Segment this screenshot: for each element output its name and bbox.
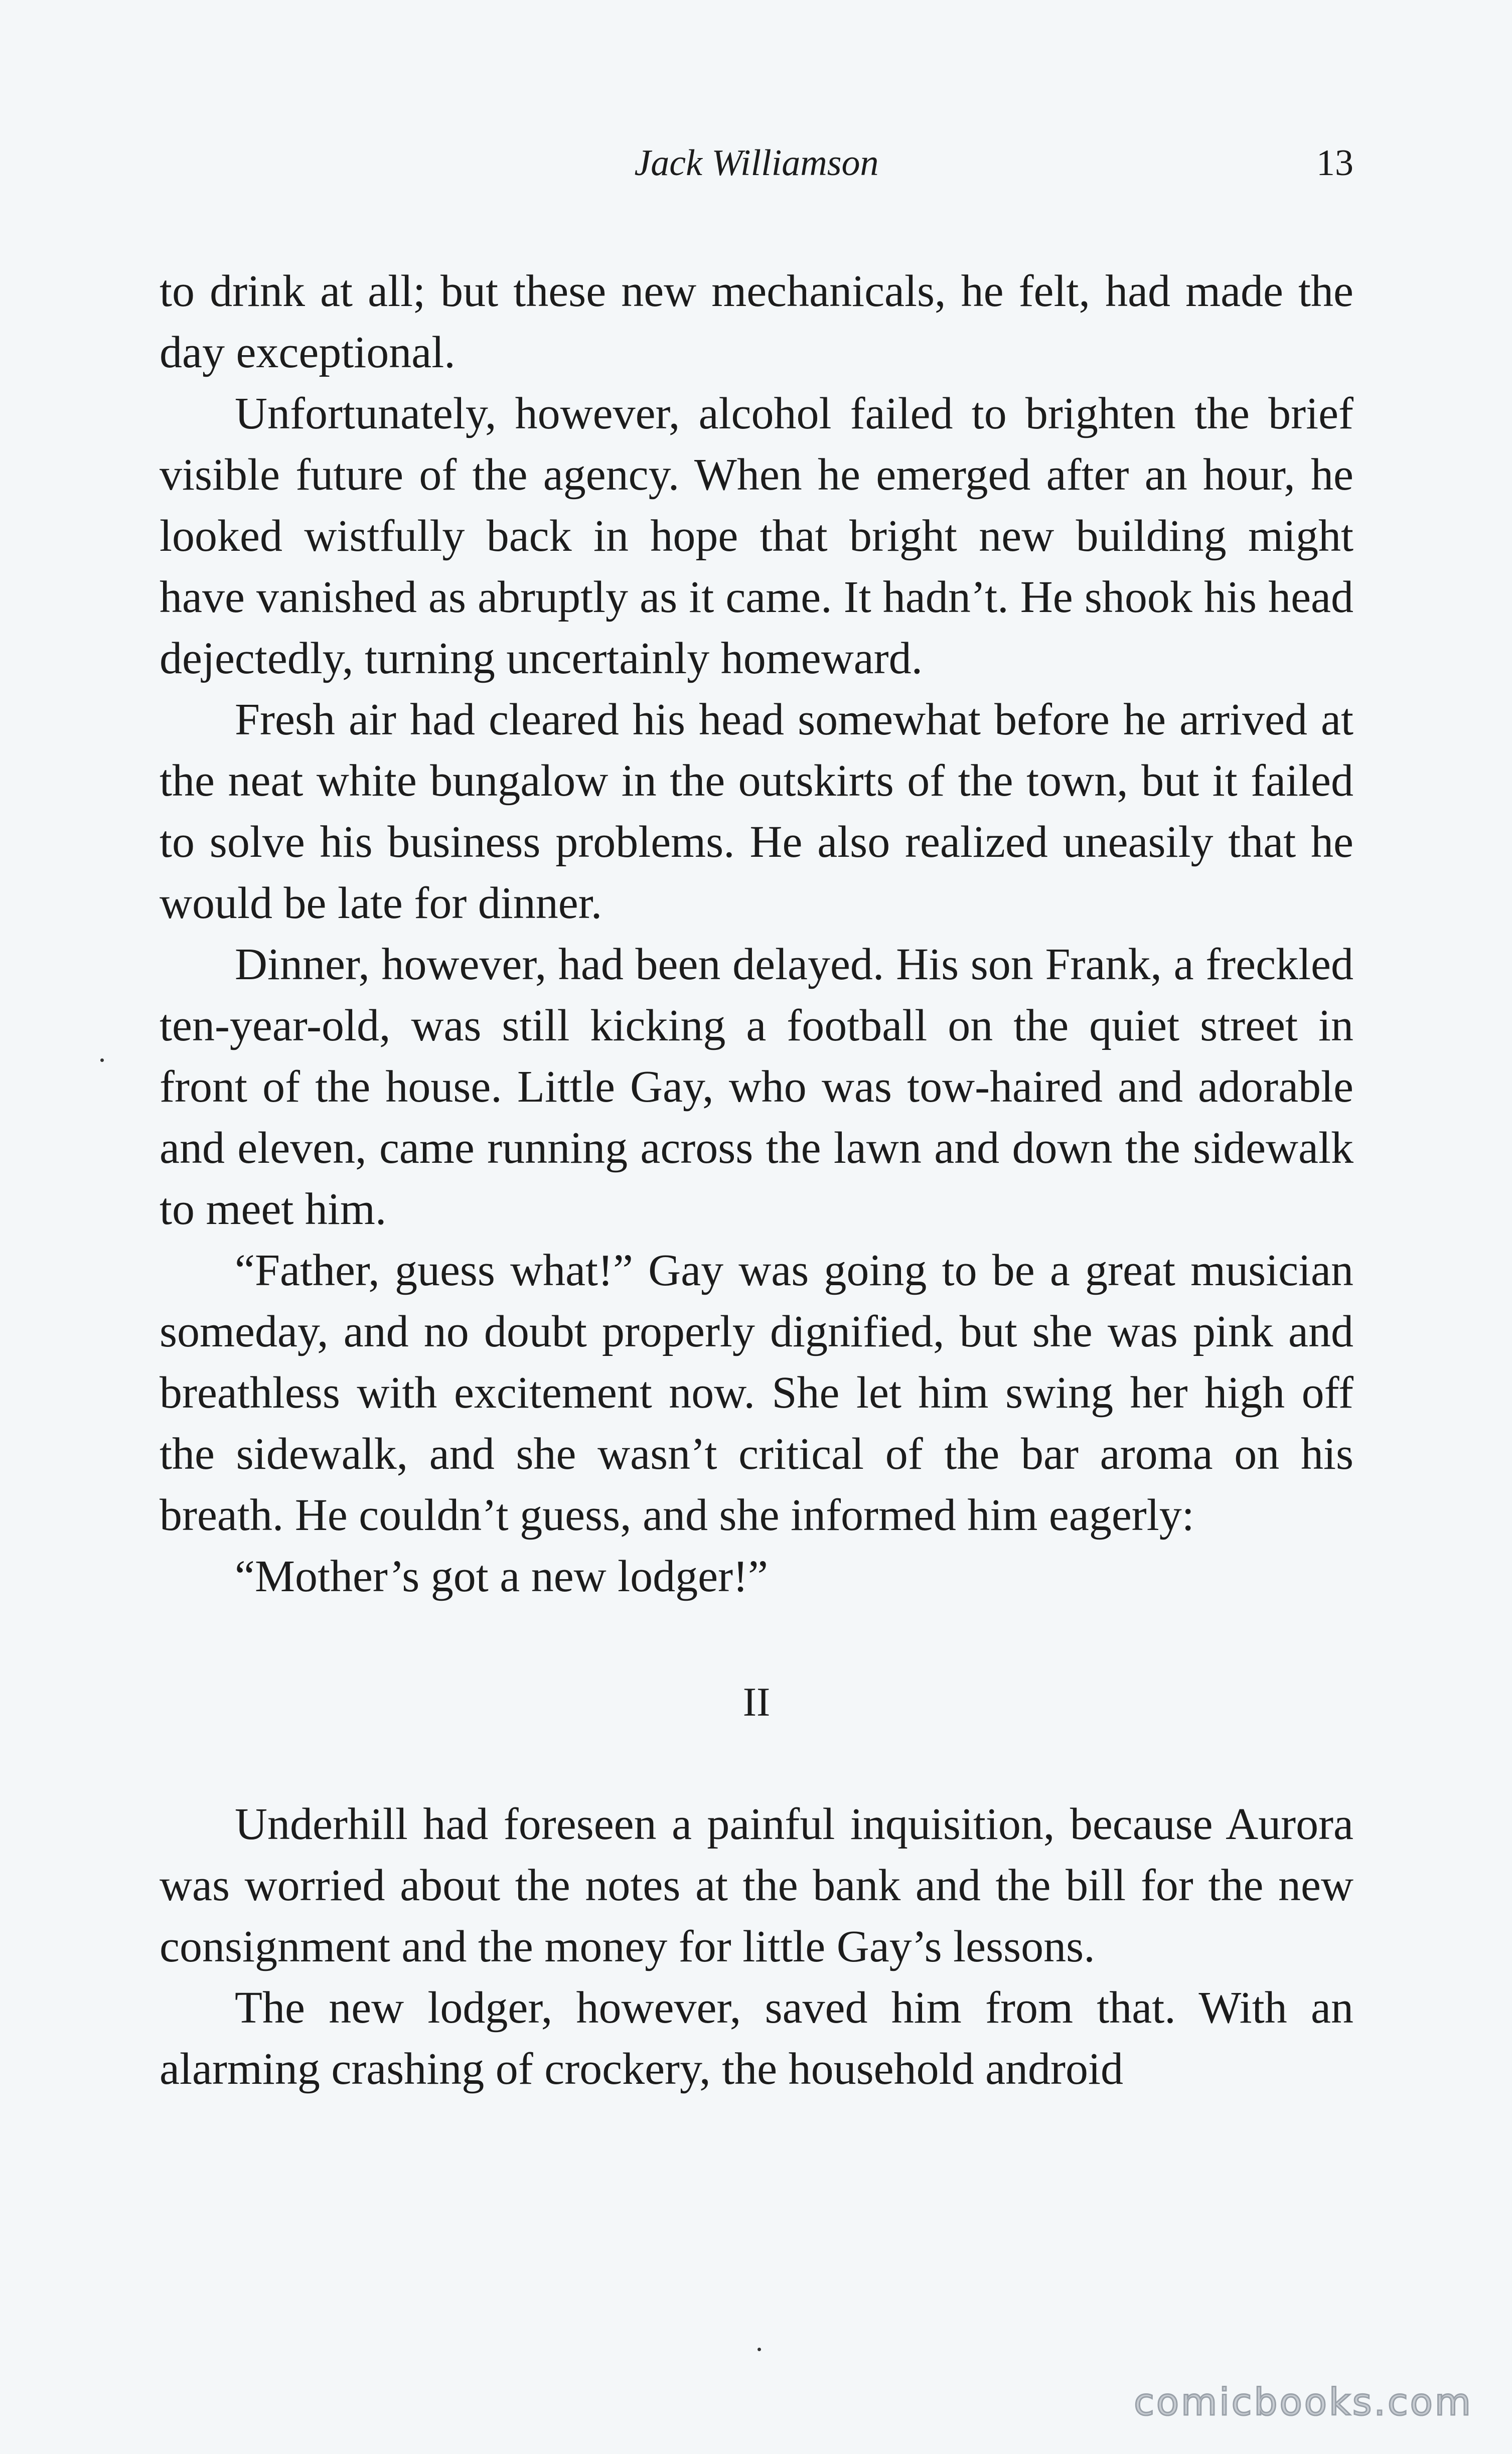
page-number: 13 xyxy=(1316,142,1353,184)
paragraph-5: “Father, guess what!” Gay was going to be a great musician someday, and no doubt properly dignified, but she was pink and breathless with excitement now. She let him swing her high off the sidewalk, and she wasn’t critical of the bar aroma on his breath. He couldn’t guess, and she informed him eagerly: xyxy=(160,1246,1353,1540)
paper-speck xyxy=(100,1058,104,1062)
running-head: Jack Williamson xyxy=(634,142,879,184)
page-header xyxy=(160,135,1353,191)
paragraph-8: The new lodger, however, saved him from that. With an alarming crashing of crockery, the household android xyxy=(160,1983,1353,2094)
paragraph-4: Dinner, however, had been delayed. His son Frank, a freckled ten-year-old, was still kicking a football on the quiet street in front of the house. Little Gay, who was tow-haired and adorable and eleven, came running across the lawn and down the sidewalk to meet him. xyxy=(160,940,1353,1234)
watermark: comicbooks.com xyxy=(1134,2381,1473,2424)
paper-speck xyxy=(758,2348,761,2351)
paragraph-1: to drink at all; but these new mechanicals, he felt, had made the day exceptional. xyxy=(160,266,1353,377)
paragraph-3: Fresh air had cleared his head somewhat before he arrived at the neat white bungalow in the outskirts of the town, but it failed to solve his business problems. He also realized uneasily that he would be late for dinner. xyxy=(160,695,1353,928)
paragraph-7: Underhill had foreseen a painful inquisition, because Aurora was worried about the notes at the bank and the bill for the new consignment and the money for little Gay’s lessons. xyxy=(160,1799,1353,1971)
paragraph-2: Unfortunately, however, alcohol failed to brighten the brief visible future of the agency. When he emerged after an hour, he looked wistfully back in hope that bright new building might have vanished as abruptly as it came. It hadn’t. He shook his head dejectedly, turning uncertainly homeward. xyxy=(160,389,1353,683)
body-text xyxy=(160,261,1353,2100)
section-heading: II xyxy=(742,1679,771,1725)
paragraph-6: “Mother’s got a new lodger!” xyxy=(235,1552,768,1601)
